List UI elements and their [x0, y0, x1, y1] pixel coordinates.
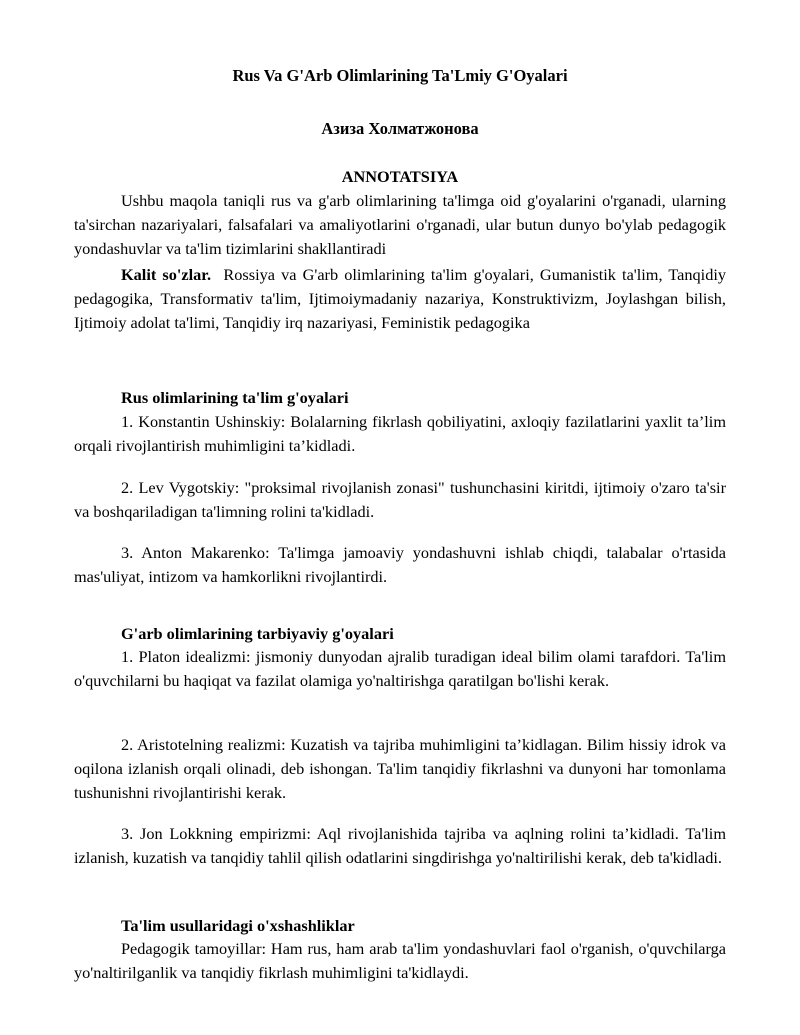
section-heading-western-scholars: G'arb olimlarining tarbiyaviy g'oyalari — [121, 624, 394, 643]
section-heading-russian-scholars: Rus olimlarining ta'lim g'oyalari — [121, 388, 349, 407]
document-title: Rus Va G'Arb Olimlarining Ta'Lmiy G'Oyalari — [232, 66, 568, 85]
keywords-text: Rossiya va G'arb olimlarining ta'lim g'oyalari, Gumanistik ta'lim, Tanqidiy pedagogika, Transformativ ta'lim, Ijtimoiymadaniy nazariya, Konstruktivizm, Joylashgan bilish, Ijtimoiy adolat ta'limi, Tanqidiy irq nazariyasi, Feministik pedagogika — [74, 265, 727, 332]
annotation-text: Ushbu maqola taniqli rus va g'arb olimlarining ta'limga oid g'oyalarini o'rganadi, ularning ta'sirchan nazariyalari, falsafalari va amaliyotlarini o'rganadi, ular butun dunyo bo'ylab pedagogik yondashuvlar va ta'lim tizimlarini shakllantiradi — [74, 191, 726, 258]
section-heading-similarities: Ta'lim usullaridagi o'xshashliklar — [121, 916, 355, 935]
paragraph-ushinskiy: 1. Konstantin Ushinskiy: Bolalarning fikrlash qobiliyatini, axloqiy fazilatlarini yaxlit ta’lim orqali rivojlantirish muhimligini ta’kidladi. — [74, 412, 726, 455]
paragraph-plato: 1. Platon idealizmi: jismoniy dunyodan ajralib turadigan ideal bilim olami tarafdori. Ta'lim o'quvchilarni bu haqiqat va fazilat olamiga yo'naltirishga qaratilgan bo'lishi kerak. — [74, 647, 726, 690]
keywords-label: Kalit so'zlar. — [121, 265, 212, 284]
keywords-paragraph — [74, 263, 726, 335]
paragraph-vygotskiy: 2. Lev Vygotskiy: "proksimal rivojlanish zonasi" tushunchasini kiritdi, ijtimoiy o'zaro ta'sir va boshqariladigan ta'limning rolini ta'kidladi. — [74, 478, 726, 521]
paragraph-aristotle: 2. Aristotelning realizmi: Kuzatish va tajriba muhimligini ta’kidlagan. Bilim hissiy idrok va oqilona izlanish orqali olinadi, deb ishongan. Ta'lim tanqidiy fikrlashni va dunyoni har tomonlama tushunishni rivojlantirishi kerak. — [74, 735, 726, 802]
document-author: Азиза Холматжонова — [321, 119, 479, 138]
annotation-heading: ANNOTATSIYA — [341, 167, 459, 186]
paragraph-locke: 3. Jon Lokkning empirizmi: Aql rivojlanishida tajriba va aqlning rolini ta’kidladi. Ta'lim izlanish, kuzatish va tanqidiy tahlil qilish odatlarini singdirishga yo'naltirilishi kerak, deb ta'kidladi. — [74, 824, 726, 867]
paragraph-makarenko: 3. Anton Makarenko: Ta'limga jamoaviy yondashuvni ishlab chiqdi, talabalar o'rtasida mas'uliyat, intizom va hamkorlikni rivojlantirdi. — [74, 543, 726, 586]
paragraph-pedagogical-principles: Pedagogik tamoyillar: Ham rus, ham arab ta'lim yondashuvlari faol o'rganish, o'quvchilarga yo'naltirilganlik va tanqidiy fikrlash muhimligini ta'kidlaydi. — [74, 939, 726, 982]
